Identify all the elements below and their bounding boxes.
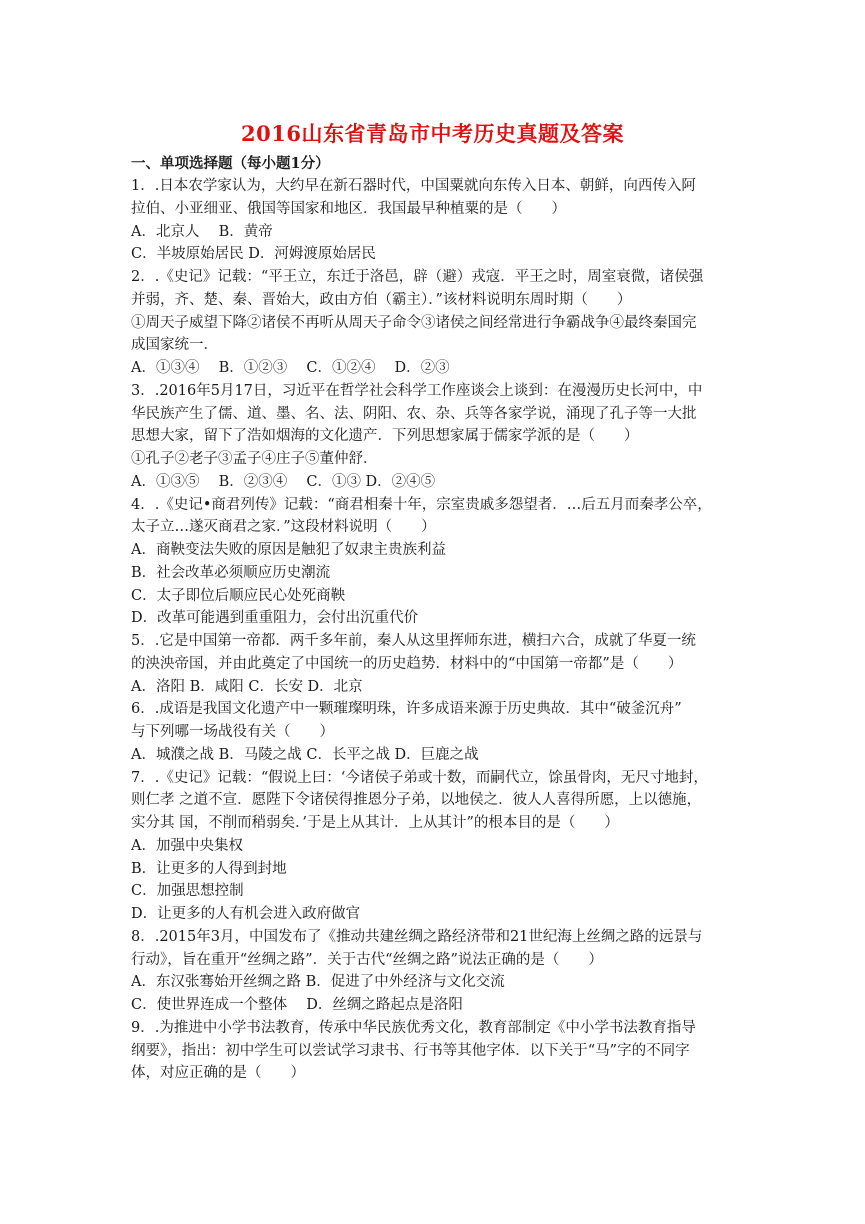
- text-line: C．使世界连成一个整体 D．丝绸之路起点是洛阳: [131, 997, 463, 1013]
- text-line: 成国家统一．: [131, 337, 218, 354]
- text-line: A．东汉张骞始开丝绸之路 B．促进了中外经济与文化交流: [131, 974, 505, 991]
- text-line: 体，对应正确的是（ ）: [131, 1065, 305, 1082]
- text-line: C．加强思想控制: [131, 883, 244, 900]
- text-line: 9．.为推进中小学书法教育，传承中华民族优秀文化，教育部制定《中小学书法教育指导: [131, 1019, 696, 1036]
- text-line: 6．.成语是我国文化遗产中一颗璀璨明珠，许多成语来源于历史典故．其中“破釜沉舟”: [131, 701, 682, 718]
- text-line: 纲要》，指出：初中学生可以尝试学习隶书、行书等其他字体．以下关于“马”字的不同字: [131, 1042, 690, 1059]
- text-line: B．让更多的人得到封地: [131, 860, 287, 877]
- text-line: 实分其 国，不削而稍弱矣．’于是上从其计．上从其计”的根本目的是（ ）: [131, 815, 619, 831]
- text-line: 2．.《史记》记载：“平王立，东迁于洛邑，辟（避）戎寇．平王之时，周室衰微，诸侯强: [131, 269, 704, 285]
- text-line: D．让更多的人有机会进入政府做官: [131, 906, 361, 922]
- text-line: 行动》，旨在重开“丝绸之路”．关于古代“丝绸之路”说法正确的是（ ）: [131, 951, 603, 968]
- text-line: ①孔子②老子③孟子④庄子⑤董仲舒．: [131, 451, 378, 467]
- text-line: 3．.2016年5月17日，习近平在哲学社会科学工作座谈会上谈到：在漫漫历史长河中，中: [131, 382, 703, 399]
- text-line: 5．.它是中国第一帝都．两千多年前，秦人从这里挥师东进，横扫六合，成就了华夏一统: [131, 633, 696, 649]
- section-heading: 一、单项选择题（每小题1分）: [131, 155, 330, 172]
- text-line: B．社会改革必须顺应历史潮流: [131, 564, 331, 581]
- text-line: 华民族产生了儒、道、墨、名、法、阴阳、农、杂、兵等各家学说，涌现了孔子等一大批: [131, 405, 697, 422]
- text-line: 1．.日本农学家认为，大约早在新石器时代，中国粟就向东传入日本、朝鲜，向西传入阿: [131, 178, 696, 194]
- text-line: C．半坡原始居民 D．河姆渡原始居民: [131, 246, 376, 263]
- text-line: D．改革可能遇到重重阻力，会付出沉重代价: [131, 610, 419, 627]
- text-line: 与下列哪一场战役有关（ ）: [131, 724, 334, 740]
- text-line: A．①③⑤ B．②③④ C．①③ D．②④⑤: [131, 473, 436, 490]
- text-line: 思想大家，留下了浩如烟海的文化遗产．下列思想家属于儒家学派的是（ ）: [131, 428, 639, 445]
- text-line: 4．.《史记•商君列传》记载：“商君相秦十年，宗室贵戚多怨望者．…后五月而秦孝公卒，: [131, 496, 712, 513]
- text-line: 的泱泱帝国，并由此奠定了中国统一的历史趋势．材料中的“中国第一帝都”是（ ）: [131, 655, 683, 672]
- text-line: A．商鞅变法失败的原因是触犯了奴隶主贵族利益: [131, 542, 446, 558]
- text-line: C．太子即位后顺应民心处死商鞅: [131, 587, 346, 604]
- text-line: 并弱，齐、楚、秦、晋始大，政由方伯（霸主）．”该材料说明东周时期（ ）: [131, 291, 632, 308]
- text-line: A．城濮之战 B．马陵之战 C．长平之战 D．巨鹿之战: [131, 746, 479, 763]
- text-line: 则仁孝 之道不宣．愿陛下令诸侯得推恩分子弟，以地侯之．彼人人喜得所愿，上以德施，: [131, 792, 702, 809]
- text-line: A．洛阳 B．咸阳 C．长安 D．北京: [131, 678, 363, 695]
- text-line: A．北京人 B．黄帝: [131, 223, 273, 240]
- text-line: A．①③④ B．①②③ C．①②④ D．②③: [131, 360, 450, 376]
- text-line: ①周天子威望下降②诸侯不再听从周天子命令③诸侯之间经常进行争霸战争④最终秦国完: [131, 314, 697, 331]
- document-title: 2016山东省青岛市中考历史真题及答案: [241, 121, 624, 146]
- text-line: 拉伯、小亚细亚、俄国等国家和地区．我国最早种植粟的是（ ）: [131, 200, 566, 217]
- text-line: 8．.2015年3月，中国发布了《推动共建丝绸之路经济带和21世纪海上丝绸之路的远景与: [131, 928, 703, 945]
- text-line: 7．.《史记》记载：“假说上曰：‘今诸侯子弟或十数，而嗣代立，馀虽骨肉，无尺寸地封，: [131, 769, 708, 786]
- text-line: A．加强中央集权: [131, 837, 243, 854]
- text-line: 太子立…遂灭商君之家．”这段材料说明（ ）: [131, 519, 436, 536]
